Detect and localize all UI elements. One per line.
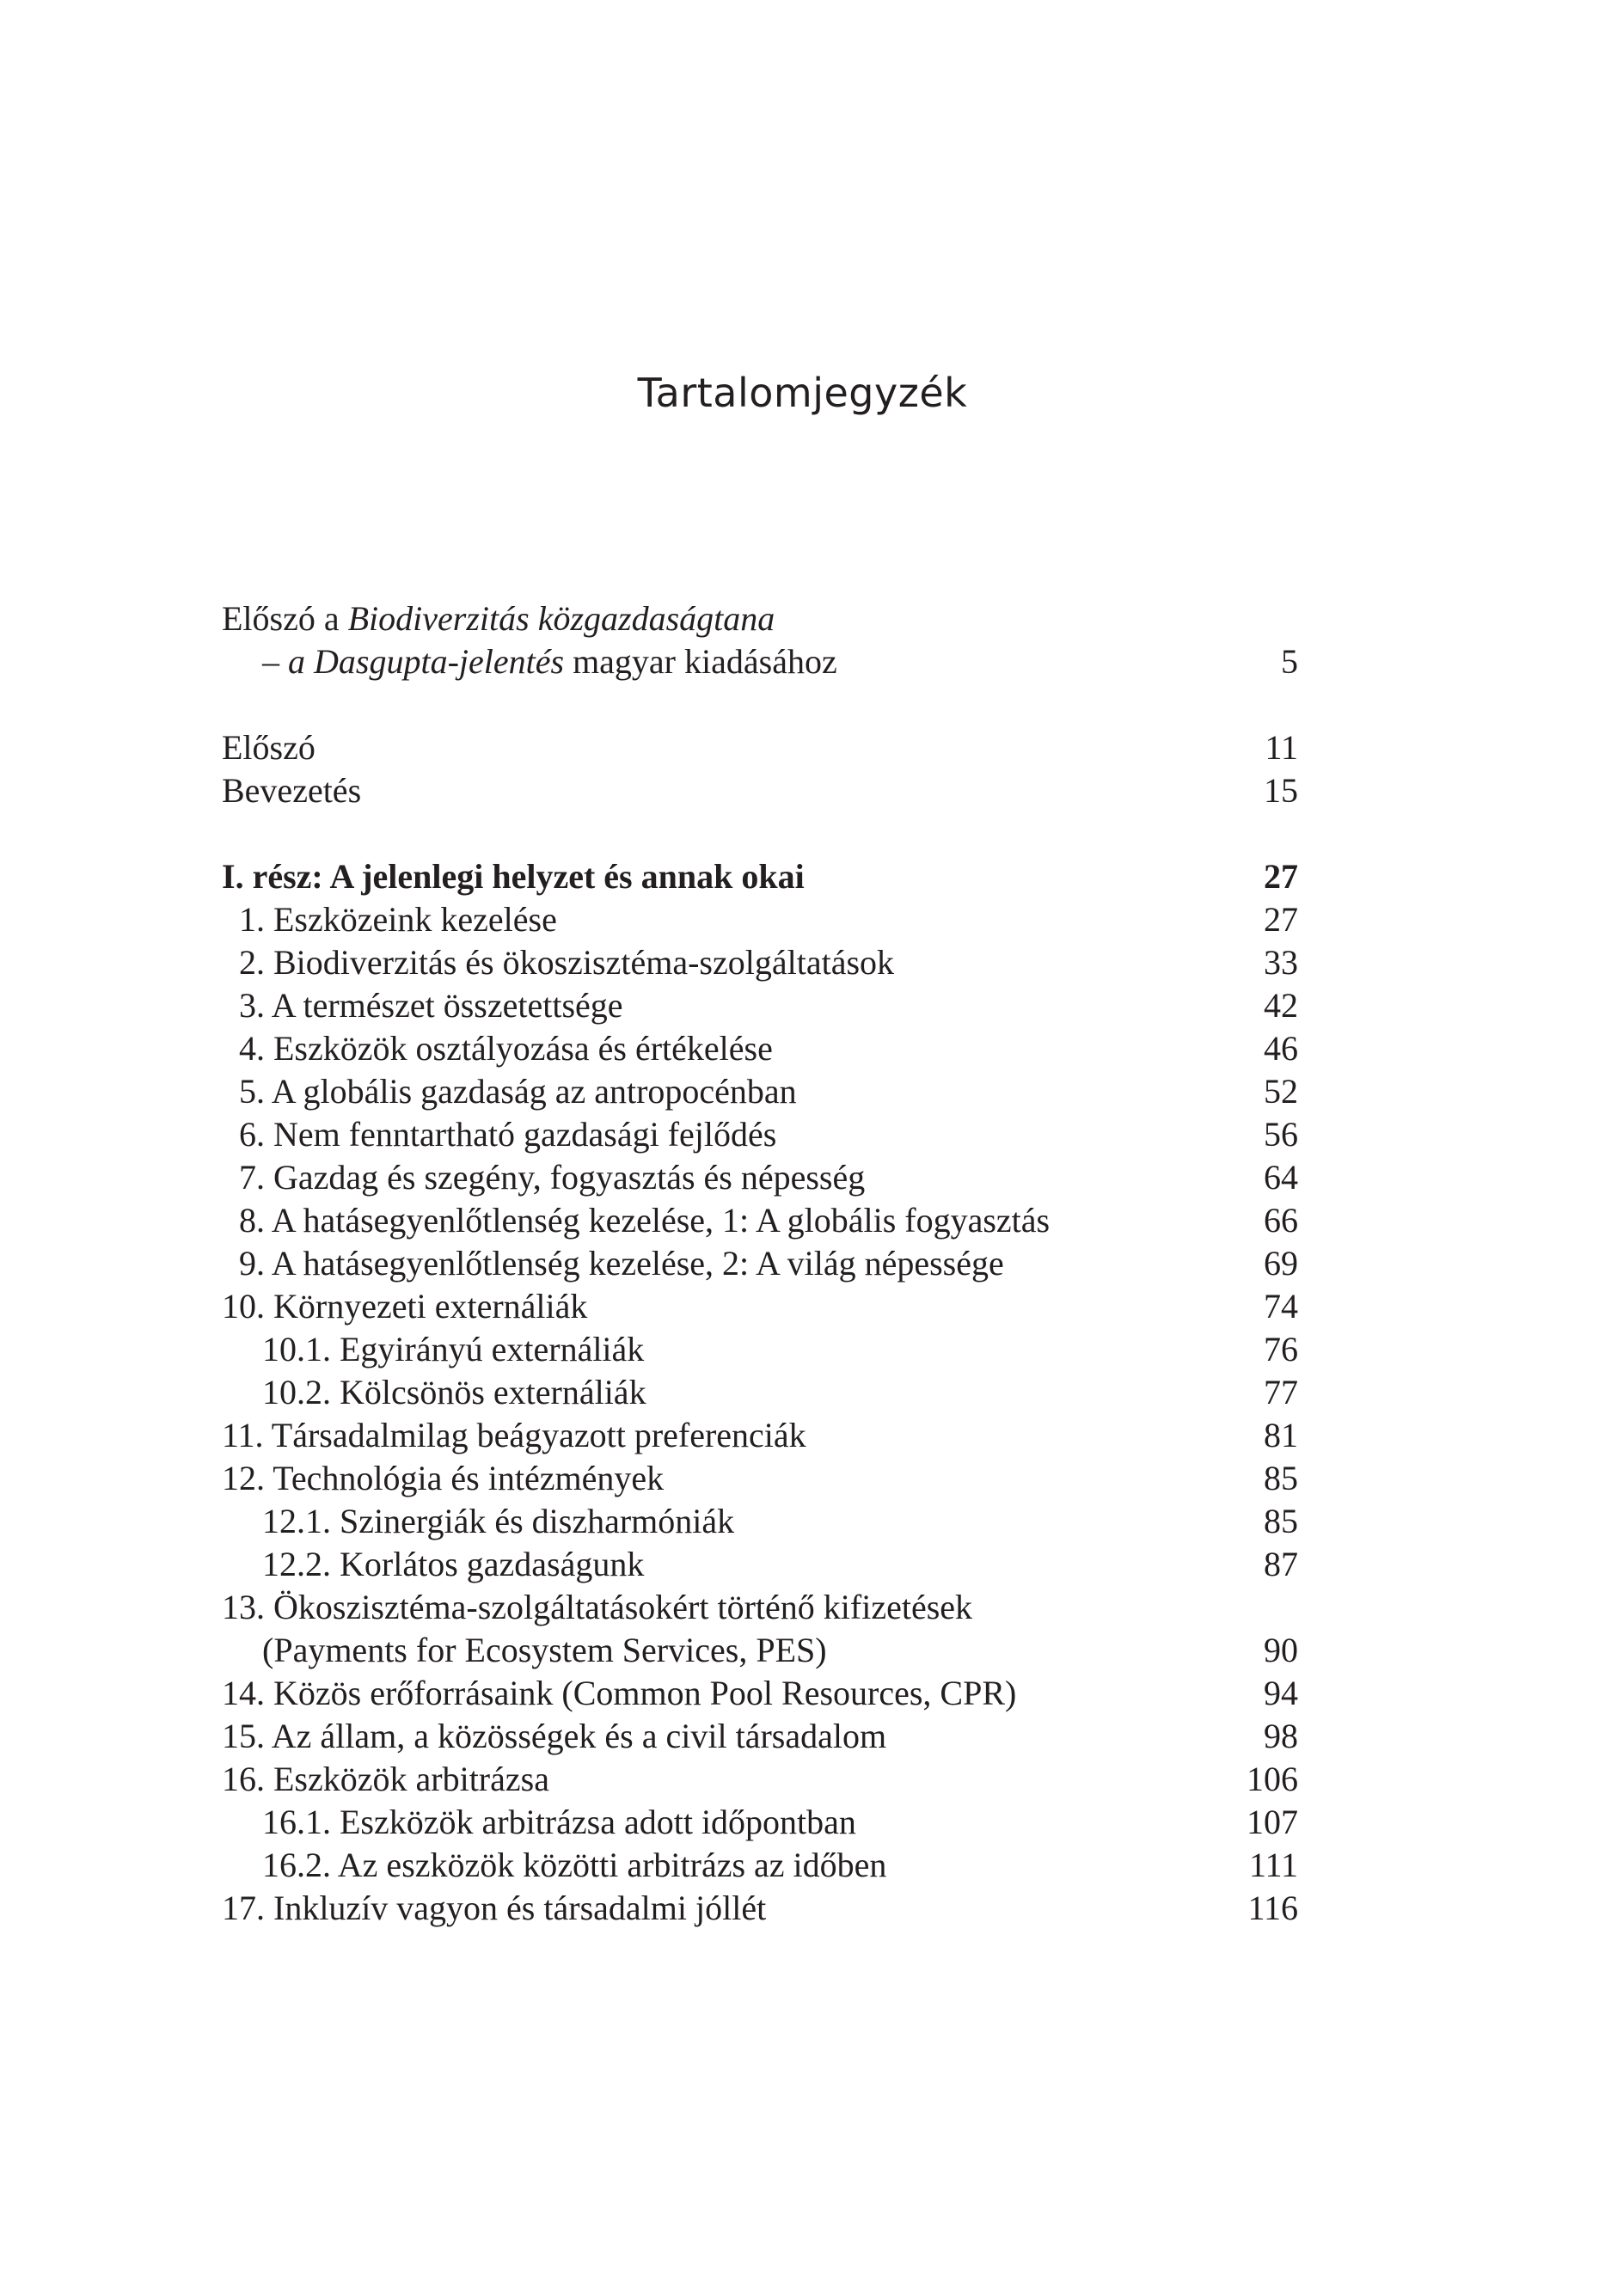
toc-entry [222,1242,1298,1285]
toc-label: I. rész: A jelenlegi helyzet és annak okai [222,857,805,896]
table-of-contents [222,597,1298,1930]
toc-label: 5. A globális gazdaság az antropocénban [239,1072,797,1111]
toc-label: 10. Környezeti externáliák [222,1287,588,1326]
toc-page-number: 5 [1281,642,1298,681]
toc-page-number: 90 [1264,1631,1298,1669]
toc-entry [222,941,1298,984]
toc-entry [222,1457,1298,1500]
toc-page-number: 85 [1264,1459,1298,1497]
toc-label: 11. Társadalmilag beágyazott preferenciák [222,1416,806,1454]
toc-label: 10.1. Egyirányú externáliák [262,1330,645,1368]
toc-entry [222,1156,1298,1199]
toc-entry [222,1715,1298,1758]
toc-entry-preface-hu-line2 [222,640,1298,683]
toc-page-number: 87 [1264,1545,1298,1583]
toc-page-number: 107 [1247,1803,1298,1841]
toc-page-number: 33 [1264,943,1298,982]
toc-page-number: 74 [1264,1287,1298,1326]
toc-label: Előszó [222,728,315,767]
toc-entry-continuation [222,1629,1298,1672]
toc-label: 17. Inkluzív vagyon és társadalmi jóllét [222,1889,767,1927]
toc-page-number: 15 [1264,771,1298,810]
toc-page-number: 85 [1264,1502,1298,1540]
toc-entry [222,769,1298,812]
toc-label: 14. Közös erőforrásaink (Common Pool Resources, CPR) [222,1674,1017,1712]
toc-page-number: 98 [1264,1717,1298,1755]
toc-entry [222,1758,1298,1801]
toc-entry [222,898,1298,941]
toc-page-number: 46 [1264,1029,1298,1068]
toc-label: 15. Az állam, a közösségek és a civil társadalom [222,1717,887,1755]
book-title-italic: Biodiverzitás közgazdaságtana [347,599,775,638]
toc-entry [222,726,1298,769]
toc-label: 16.2. Az eszközök közötti arbitrázs az időben [262,1846,887,1884]
toc-page-number: 69 [1264,1244,1298,1283]
toc-page-number: 56 [1264,1115,1298,1154]
toc-part-heading [222,855,1298,898]
toc-page-number: 111 [1248,1846,1298,1884]
toc-page-number: 42 [1264,986,1298,1025]
toc-label: 4. Eszközök osztályozása és értékelése [239,1029,773,1068]
toc-page-number: 106 [1247,1760,1298,1798]
toc-page-number: 76 [1264,1330,1298,1368]
toc-label: 16.1. Eszközök arbitrázsa adott időpontban [262,1803,856,1841]
toc-entry [222,984,1298,1027]
page-title: Tartalomjegyzék [637,370,968,416]
toc-entry [222,1027,1298,1070]
toc-subentry [222,1328,1298,1371]
toc-subentry [222,1500,1298,1543]
toc-page-number: 116 [1247,1889,1298,1927]
toc-entry [222,1414,1298,1457]
toc-label: 6. Nem fenntartható gazdasági fejlődés [239,1115,777,1154]
toc-page-number: 66 [1264,1201,1298,1240]
toc-subentry [222,1844,1298,1887]
toc-page-number: 27 [1264,900,1298,939]
report-title-italic: a Dasgupta-jelentés [288,642,565,681]
toc-entry [222,1586,1298,1629]
toc-page-number: 11 [1265,728,1298,767]
toc-label: 3. A természet összetettsége [239,986,623,1025]
toc-label: 9. A hatásegyenlőtlenség kezelése, 2: A világ népessége [239,1244,1004,1283]
toc-entry [222,1199,1298,1242]
toc-label: 13. Ökoszisztéma-szolgáltatásokért történő kifizetések [222,1588,973,1626]
toc-subentry [222,1371,1298,1414]
toc-label: 8. A hatásegyenlőtlenség kezelése, 1: A globális fogyasztás [239,1201,1051,1240]
toc-label: 7. Gazdag és szegény, fogyasztás és népesség [239,1158,866,1197]
toc-label: 2. Biodiverzitás és ökoszisztéma-szolgáltatások [239,943,895,982]
toc-label: Bevezetés [222,771,362,810]
toc-entry [222,1113,1298,1156]
toc-label: 16. Eszközök arbitrázsa [222,1760,549,1798]
toc-label: 10.2. Kölcsönös externáliák [262,1373,646,1411]
toc-page-number: 81 [1264,1416,1298,1454]
toc-entry [222,1070,1298,1113]
toc-entry [222,1672,1298,1715]
toc-label: 1. Eszközeink kezelése [239,900,557,939]
toc-entry-preface-hu-line1 [222,597,1298,640]
toc-label-part: – [262,642,288,681]
toc-page-number: 64 [1264,1158,1298,1197]
toc-subentry [222,1801,1298,1844]
toc-label-part: magyar kiadásához [564,642,837,681]
toc-page-number: 27 [1264,857,1298,896]
toc-label-part: Előszó a [222,599,348,638]
toc-label: 12. Technológia és intézmények [222,1459,665,1497]
toc-entry [222,1285,1298,1328]
toc-label: 12.2. Korlátos gazdaságunk [262,1545,645,1583]
toc-subentry [222,1543,1298,1586]
toc-page-number: 94 [1264,1674,1298,1712]
toc-label: (Payments for Ecosystem Services, PES) [262,1631,827,1669]
toc-page-number: 52 [1264,1072,1298,1111]
toc-entry [222,1887,1298,1930]
toc-label: 12.1. Szinergiák és diszharmóniák [262,1502,735,1540]
toc-page-number: 77 [1264,1373,1298,1411]
